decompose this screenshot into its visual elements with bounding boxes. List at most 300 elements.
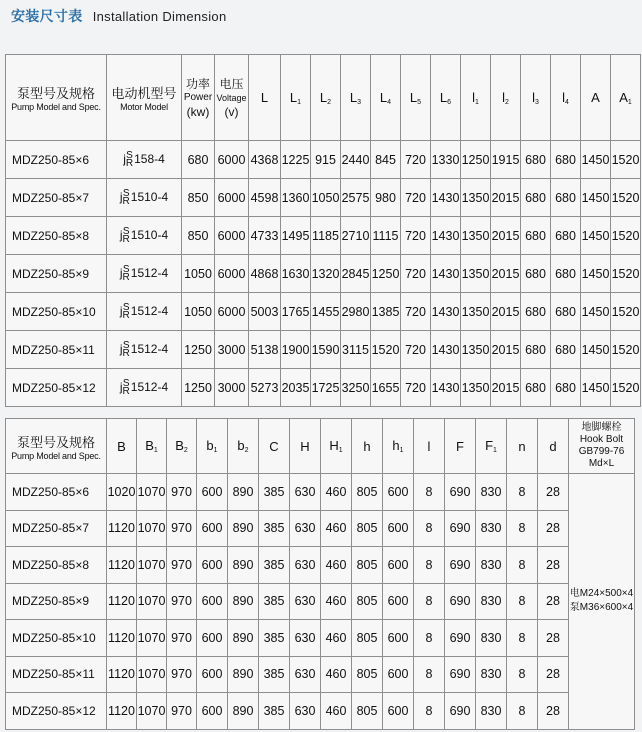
dim-value-cell: 970	[167, 583, 197, 620]
header2-dim-sub: 2	[244, 447, 249, 454]
table-row	[6, 547, 635, 584]
dim-value-cell: 1350	[461, 255, 491, 293]
motor-prefix-r: R	[122, 347, 130, 359]
voltage-cell: 6000	[215, 255, 249, 293]
dim-value-cell: 805	[352, 583, 383, 620]
dim-value-cell: 5273	[249, 369, 281, 407]
header-dim-0	[249, 55, 281, 141]
dim-value-cell: 845	[371, 141, 401, 179]
dim-value-cell: 630	[290, 510, 321, 547]
dim-value-cell: 1330	[431, 141, 461, 179]
motor-prefix-j: j	[119, 379, 123, 394]
dim-value-cell: 1450	[581, 255, 611, 293]
dim-value-cell: 980	[371, 179, 401, 217]
dim-value-cell: 1450	[581, 369, 611, 407]
dim-value-cell: 600	[197, 583, 228, 620]
motor-prefix-s: S	[122, 301, 130, 313]
installation-table-2	[5, 418, 635, 730]
dim-value-cell: 600	[383, 510, 414, 547]
pump-spec-cell: MDZ250-85×9	[6, 255, 107, 293]
motor-prefix-s: S	[122, 187, 130, 199]
dim-value-cell: 600	[197, 474, 228, 511]
header2-dim-main: b	[206, 438, 214, 453]
dim-value-cell: 460	[321, 474, 352, 511]
dim-value-cell: 28	[538, 510, 569, 547]
motor-prefix-s: S	[122, 377, 130, 389]
dim-value-cell: 1455	[311, 293, 341, 331]
header-dim-8	[491, 55, 521, 141]
header2-dim-main: h	[392, 438, 400, 453]
dim-value-cell: 4868	[249, 255, 281, 293]
dim-value-cell: 460	[321, 547, 352, 584]
table2-header-row	[6, 419, 635, 474]
header-dim-sub: 2	[504, 98, 509, 106]
header2-dim-12	[476, 419, 507, 474]
dim-value-cell: 680	[521, 141, 551, 179]
dim-value-cell: 1450	[581, 179, 611, 217]
dim-value-cell: 680	[521, 369, 551, 407]
motor-prefix-sr	[122, 263, 130, 283]
dim-value-cell: 680	[551, 331, 581, 369]
dim-value-cell: 830	[476, 474, 507, 511]
dim-value-cell: 630	[290, 474, 321, 511]
dim-value-cell: 460	[321, 620, 352, 657]
dim-value-cell: 1350	[461, 179, 491, 217]
dim-value-cell: 600	[383, 583, 414, 620]
dim-value-cell: 600	[197, 547, 228, 584]
dim-value-cell: 1070	[137, 510, 167, 547]
dim-value-cell: 970	[167, 547, 197, 584]
dim-value-cell: 1655	[371, 369, 401, 407]
motor-prefix-s: S	[126, 149, 133, 161]
dim-value-cell: 8	[414, 474, 445, 511]
header2-dim-sub: 1	[338, 447, 343, 454]
voltage-cell: 6000	[215, 179, 249, 217]
dim-value-cell: 1430	[431, 255, 461, 293]
dim-value-cell: 1225	[281, 141, 311, 179]
dim-value-cell: 630	[290, 656, 321, 693]
dim-value-cell: 5003	[249, 293, 281, 331]
header2-dim-6	[290, 419, 321, 474]
dim-value-cell: 830	[476, 656, 507, 693]
dim-value-cell: 460	[321, 693, 352, 730]
dim-value-cell: 1070	[137, 474, 167, 511]
header2-dim-4	[228, 419, 259, 474]
pump-spec-cell: MDZ250-85×10	[6, 293, 107, 331]
table-row	[6, 656, 635, 693]
header2-dim-main: l	[427, 438, 431, 454]
dim-value-cell: 720	[401, 369, 431, 407]
dim-value-cell: 1495	[281, 217, 311, 255]
dim-value-cell: 600	[383, 474, 414, 511]
dim-value-cell: 830	[476, 510, 507, 547]
header-dim-2	[311, 55, 341, 141]
table-row	[6, 369, 641, 407]
motor-prefix-j: j	[119, 189, 123, 204]
header-dim-7	[461, 55, 491, 141]
header2-dim-main: H	[329, 438, 339, 453]
motor-prefix-j: j	[119, 265, 123, 280]
dim-value-cell: 1350	[461, 293, 491, 331]
header-voltage-en: Voltage	[216, 92, 247, 103]
dim-value-cell: 1900	[281, 331, 311, 369]
dim-value-cell: 28	[538, 583, 569, 620]
table-row	[6, 293, 641, 331]
header2-dim-main: C	[269, 438, 279, 454]
dim-value-cell: 830	[476, 693, 507, 730]
voltage-cell: 6000	[215, 141, 249, 179]
header2-dim-sub: 2	[183, 447, 188, 454]
dim-value-cell: 690	[445, 693, 476, 730]
header-pump-spec-en: Pump Model and Spec.	[11, 102, 101, 112]
header2-dim-main: B	[145, 438, 154, 453]
dim-value-cell: 1520	[611, 293, 641, 331]
dim-value-cell: 8	[507, 510, 538, 547]
dim-value-cell: 970	[167, 693, 197, 730]
dim-value-cell: 385	[259, 547, 290, 584]
dim-value-cell: 2845	[341, 255, 371, 293]
motor-prefix-j: j	[119, 303, 123, 318]
header-dim-sub: 1	[297, 98, 302, 106]
page-title	[11, 6, 226, 26]
dim-value-cell: 385	[259, 656, 290, 693]
dim-value-cell: 680	[521, 255, 551, 293]
header2-dim-8	[352, 419, 383, 474]
header-motor-model	[107, 55, 182, 141]
pump-spec-cell: MDZ250-85×6	[6, 141, 107, 179]
motor-model-number: 1512-4	[130, 303, 169, 318]
header-dim-1	[281, 55, 311, 141]
header-dim-sub: 1	[627, 98, 632, 106]
header-hook-bolt	[569, 419, 635, 474]
dim-value-cell: 1070	[137, 656, 167, 693]
dim-value-cell: 1120	[107, 547, 137, 584]
dim-value-cell: 600	[383, 547, 414, 584]
motor-prefix-sr	[122, 377, 130, 397]
table-row	[6, 179, 641, 217]
pump-spec-cell: MDZ250-85×7	[6, 179, 107, 217]
header-dim-main: L	[439, 89, 448, 105]
header2-dim-10	[414, 419, 445, 474]
dim-value-cell: 1430	[431, 217, 461, 255]
dim-value-cell: 1120	[107, 510, 137, 547]
motor-model-cell	[107, 217, 182, 255]
dim-value-cell: 28	[538, 693, 569, 730]
title-en: Installation Dimension	[92, 9, 227, 24]
dim-value-cell: 1520	[611, 141, 641, 179]
power-cell: 1050	[182, 293, 215, 331]
power-cell: 680	[182, 141, 215, 179]
dim-value-cell: 4368	[249, 141, 281, 179]
dim-value-cell: 1350	[461, 331, 491, 369]
header-voltage	[215, 55, 249, 141]
dim-value-cell: 8	[414, 510, 445, 547]
voltage-cell: 3000	[215, 331, 249, 369]
motor-prefix-sr	[122, 225, 130, 245]
dim-value-cell: 8	[414, 656, 445, 693]
header2-dim-sub: 1	[213, 447, 218, 454]
header-power-cn: 功率	[185, 76, 210, 91]
dim-value-cell: 970	[167, 510, 197, 547]
motor-prefix-sr	[125, 149, 134, 169]
dim-value-cell: 2015	[491, 255, 521, 293]
dim-value-cell: 720	[401, 217, 431, 255]
dim-value-cell: 460	[321, 583, 352, 620]
dim-value-cell: 600	[197, 693, 228, 730]
dim-value-cell: 8	[414, 547, 445, 584]
header-dim-sub: 1	[474, 98, 479, 106]
motor-model-number: 158-4	[134, 151, 165, 166]
header2-dim-13	[507, 419, 538, 474]
dim-value-cell: 8	[507, 693, 538, 730]
dim-value-cell: 3250	[341, 369, 371, 407]
table-row	[6, 693, 635, 730]
dim-value-cell: 680	[551, 293, 581, 331]
dim-value-cell: 8	[507, 547, 538, 584]
dim-value-cell: 1070	[137, 583, 167, 620]
dim-value-cell: 1765	[281, 293, 311, 331]
header-dim-main: l	[562, 89, 565, 105]
dim-value-cell: 600	[383, 656, 414, 693]
header2-dim-main: F	[485, 438, 494, 453]
dim-value-cell: 1385	[371, 293, 401, 331]
header2-dim-main: B	[175, 438, 184, 453]
table-row	[6, 217, 641, 255]
pump-spec-cell: MDZ250-85×12	[6, 369, 107, 407]
header2-dim-3	[197, 419, 228, 474]
header2-dim-sub: 1	[153, 447, 158, 454]
header-dim-main: L	[379, 89, 388, 105]
motor-prefix-j: j	[123, 151, 126, 166]
motor-prefix-j: j	[119, 227, 123, 242]
motor-model-number: 1512-4	[130, 265, 169, 280]
motor-model-cell	[107, 255, 182, 293]
table-row	[6, 255, 641, 293]
motor-model-cell	[107, 369, 182, 407]
dim-value-cell: 1070	[137, 547, 167, 584]
motor-prefix-sr	[122, 301, 130, 321]
dim-value-cell: 1120	[107, 656, 137, 693]
header-dim-main: L	[349, 89, 358, 105]
header-voltage-cn: 电压	[219, 76, 244, 91]
header-dim-main: L	[289, 89, 298, 105]
header-dim-sub: 2	[327, 98, 332, 106]
header-dim-main: l	[472, 89, 475, 105]
dim-value-cell: 805	[352, 547, 383, 584]
dim-value-cell: 8	[414, 583, 445, 620]
header2-dim-7	[321, 419, 352, 474]
header-dim-main: L	[260, 90, 269, 105]
dim-value-cell: 600	[197, 510, 228, 547]
dim-value-cell: 28	[538, 547, 569, 584]
dim-value-cell: 680	[521, 293, 551, 331]
motor-prefix-sr	[122, 339, 130, 359]
header2-pump-spec	[6, 419, 107, 474]
dim-value-cell: 1350	[461, 217, 491, 255]
dim-value-cell: 680	[521, 331, 551, 369]
motor-prefix-s: S	[122, 339, 130, 351]
header-hook-bolt-bolt_line3: GB799-76	[578, 446, 625, 457]
dim-value-cell: 1590	[311, 331, 341, 369]
header-power-en: Power	[183, 91, 213, 103]
hook-bolt-pump: 泵M36×600×4	[569, 602, 634, 614]
dim-value-cell: 4733	[249, 217, 281, 255]
table-row	[6, 141, 641, 179]
voltage-cell: 3000	[215, 369, 249, 407]
dim-value-cell: 805	[352, 474, 383, 511]
header-dim-12	[611, 55, 641, 141]
dim-value-cell: 385	[259, 474, 290, 511]
dim-value-cell: 600	[197, 656, 228, 693]
header-voltage-unit: (v)	[224, 104, 239, 119]
header2-dim-main: F	[456, 438, 464, 454]
dim-value-cell: 915	[311, 141, 341, 179]
dim-value-cell: 1725	[311, 369, 341, 407]
dim-value-cell: 680	[551, 141, 581, 179]
dim-value-cell: 385	[259, 693, 290, 730]
header-dim-sub: 4	[387, 98, 392, 106]
motor-model-number: 1510-4	[130, 227, 169, 242]
dim-value-cell: 1430	[431, 293, 461, 331]
header-dim-sub: 3	[357, 98, 362, 106]
dim-value-cell: 1115	[371, 217, 401, 255]
header2-dim-9	[383, 419, 414, 474]
dim-value-cell: 970	[167, 620, 197, 657]
pump-spec-cell: MDZ250-85×9	[6, 583, 107, 620]
motor-prefix-r: R	[125, 157, 134, 169]
voltage-cell: 6000	[215, 217, 249, 255]
motor-prefix-sr	[122, 187, 130, 207]
pump-spec-cell: MDZ250-85×11	[6, 331, 107, 369]
dim-value-cell: 8	[414, 693, 445, 730]
motor-model-number: 1512-4	[130, 379, 169, 394]
dim-value-cell: 1250	[461, 141, 491, 179]
dim-value-cell: 1450	[581, 141, 611, 179]
dim-value-cell: 890	[228, 583, 259, 620]
dim-value-cell: 720	[401, 293, 431, 331]
header-dim-5	[401, 55, 431, 141]
dim-value-cell: 690	[445, 474, 476, 511]
dim-value-cell: 1430	[431, 179, 461, 217]
table-row	[6, 620, 635, 657]
header2-dim-sub: 1	[493, 447, 497, 454]
dim-value-cell: 1520	[611, 369, 641, 407]
motor-prefix-r: R	[122, 195, 130, 207]
motor-model-number: 1510-4	[130, 189, 169, 204]
motor-model-cell	[107, 293, 182, 331]
dim-value-cell: 890	[228, 510, 259, 547]
header2-dim-main: b	[237, 438, 245, 453]
dim-value-cell: 720	[401, 179, 431, 217]
dim-value-cell: 385	[259, 620, 290, 657]
motor-prefix-r: R	[122, 385, 130, 397]
dim-value-cell: 1450	[581, 331, 611, 369]
motor-prefix-s: S	[122, 263, 130, 275]
hook-bolt-motor: 电M24×500×4	[569, 588, 634, 600]
motor-prefix-s: S	[122, 225, 130, 237]
dim-value-cell: 2980	[341, 293, 371, 331]
motor-model-cell	[107, 331, 182, 369]
header2-dim-main: n	[518, 438, 526, 454]
header2-dim-main: H	[300, 438, 310, 454]
header-dim-6	[431, 55, 461, 141]
dim-value-cell: 1520	[611, 331, 641, 369]
dim-value-cell: 720	[401, 331, 431, 369]
dim-value-cell: 8	[507, 583, 538, 620]
header-power-unit: (kw)	[186, 104, 210, 119]
header-dim-10	[551, 55, 581, 141]
pump-spec-cell: MDZ250-85×11	[6, 656, 107, 693]
dim-value-cell: 2440	[341, 141, 371, 179]
header-dim-sub: 5	[417, 98, 422, 106]
hook-bolt-value-cell	[569, 474, 635, 730]
dim-value-cell: 1070	[137, 620, 167, 657]
header-dim-4	[371, 55, 401, 141]
dim-value-cell: 1250	[371, 255, 401, 293]
power-cell: 1250	[182, 331, 215, 369]
header-dim-main: l	[502, 89, 505, 105]
dim-value-cell: 8	[507, 474, 538, 511]
dim-value-cell: 600	[197, 620, 228, 657]
dim-value-cell: 1185	[311, 217, 341, 255]
dim-value-cell: 1915	[491, 141, 521, 179]
dim-value-cell: 1430	[431, 331, 461, 369]
header2-pump-spec-cn: 泵型号及规格	[16, 434, 95, 450]
dim-value-cell: 8	[507, 620, 538, 657]
dim-value-cell: 3115	[341, 331, 371, 369]
dim-value-cell: 970	[167, 474, 197, 511]
power-cell: 1250	[182, 369, 215, 407]
dim-value-cell: 1120	[107, 620, 137, 657]
header2-dim-11	[445, 419, 476, 474]
motor-prefix-r: R	[122, 233, 130, 245]
dim-value-cell: 460	[321, 510, 352, 547]
table1-header-row	[6, 55, 641, 141]
dim-value-cell: 690	[445, 510, 476, 547]
dim-value-cell: 600	[383, 620, 414, 657]
header2-dim-14	[538, 419, 569, 474]
header-dim-main: L	[409, 89, 418, 105]
dim-value-cell: 805	[352, 693, 383, 730]
header-dim-9	[521, 55, 551, 141]
dim-value-cell: 1360	[281, 179, 311, 217]
header2-pump-spec-en: Pump Model and Spec.	[11, 450, 101, 461]
pump-spec-cell: MDZ250-85×7	[6, 510, 107, 547]
table-row	[6, 474, 635, 511]
header-hook-bolt-bolt_line1: 地脚螺栓	[581, 422, 622, 433]
table-row	[6, 331, 641, 369]
motor-prefix-r: R	[122, 271, 130, 283]
pump-spec-cell: MDZ250-85×12	[6, 693, 107, 730]
dim-value-cell: 890	[228, 620, 259, 657]
header-hook-bolt-bolt_line4: Md×L	[588, 458, 615, 469]
dim-value-cell: 890	[228, 693, 259, 730]
dim-value-cell: 2710	[341, 217, 371, 255]
dim-value-cell: 890	[228, 656, 259, 693]
dim-value-cell: 1430	[431, 369, 461, 407]
dim-value-cell: 1120	[107, 693, 137, 730]
dim-value-cell: 4598	[249, 179, 281, 217]
table-row	[6, 510, 635, 547]
dim-value-cell: 1120	[107, 583, 137, 620]
dim-value-cell: 720	[401, 141, 431, 179]
header2-dim-sub: 1	[399, 447, 404, 454]
motor-model-number: 1512-4	[130, 341, 169, 356]
header-dim-sub: 3	[534, 98, 539, 106]
dim-value-cell: 460	[321, 656, 352, 693]
dim-value-cell: 1450	[581, 217, 611, 255]
header2-dim-main: d	[549, 438, 557, 454]
